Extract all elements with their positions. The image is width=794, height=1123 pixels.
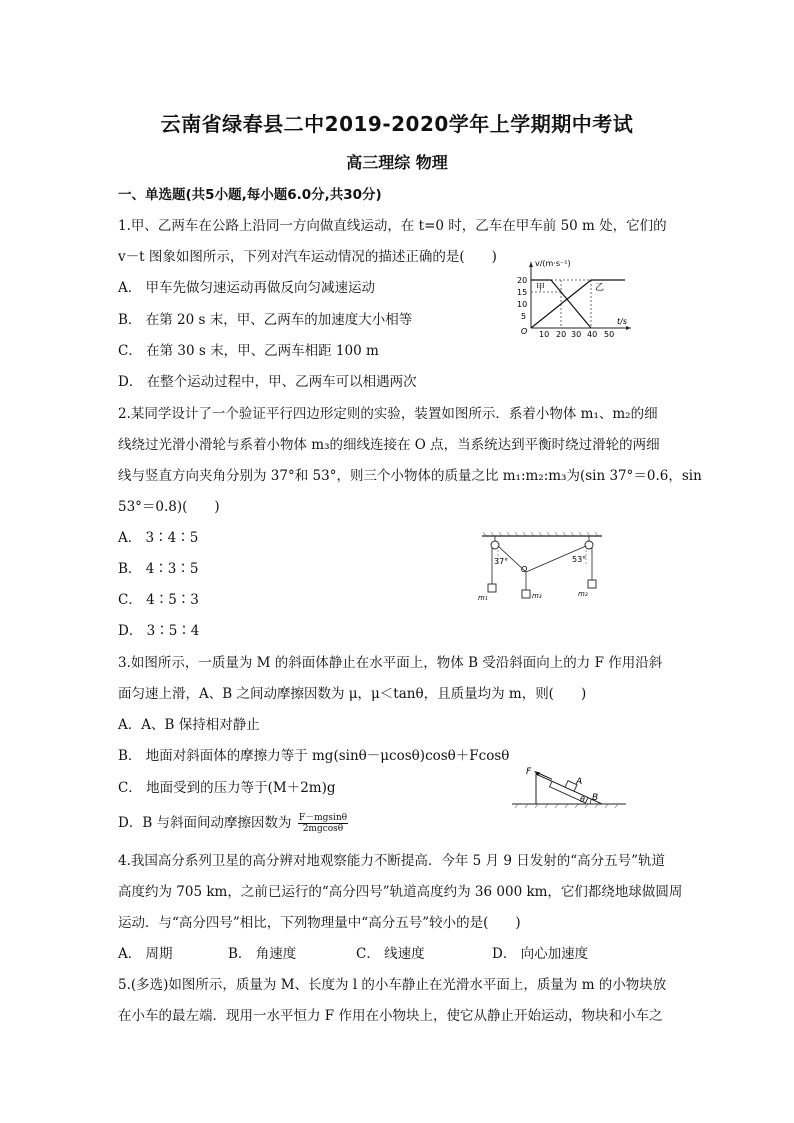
q1-ytick-15: 15 xyxy=(517,288,528,297)
q2-angle-37: 37° xyxy=(494,557,509,566)
q3-option-c: C． 地面受到的压力等于(M＋2m)g xyxy=(118,780,336,796)
q2-label-m3: m₃ xyxy=(532,592,542,600)
q1-xtick-20: 20 xyxy=(556,330,567,338)
q1-label-yi: 乙 xyxy=(595,283,605,293)
q1-stem-line2: v－t 图象如图所示，下列对汽车运动情况的描述正确的是( ) xyxy=(118,249,497,265)
q5-stem-line2: 在小车的最左端．现用一水平恒力 F 作用在小物块上，使它从静止开始运动，物块和小车之 xyxy=(118,1008,663,1024)
q4-option-a: A． 周期 xyxy=(118,946,173,962)
q1-xtick-10: 10 xyxy=(539,330,550,338)
q3-stem-line1: 3.如图所示，一质量为 M 的斜面体静止在水平面上，物体 B 受沿斜面向上的力 F 作用沿斜 xyxy=(118,655,663,671)
q2-stem-line4: 53°＝0.8)( ) xyxy=(118,499,220,515)
q3-label-a: A xyxy=(576,777,583,787)
q1-origin: O xyxy=(521,327,528,336)
q2-stem-line1: 2.某同学设计了一个验证平行四边形定则的实验，装置如图所示．系着小物体 m₁、m₂的细 xyxy=(118,406,658,422)
q1-option-c: C． 在第 30 s 末，甲、乙两车相距 100 m xyxy=(118,343,379,359)
q2-label-m1: m₁ xyxy=(478,594,488,602)
q3-stem-line2: 面匀速上滑，A、B 之间动摩擦因数为 μ，μ＜tanθ，且质量均为 m，则( ) xyxy=(118,686,587,702)
q1-xtick-30: 30 xyxy=(571,330,582,338)
q1-line-yi xyxy=(531,280,625,328)
q1-option-b: B． 在第 20 s 末，甲、乙两车的加速度大小相等 xyxy=(118,312,413,328)
q2-option-c: C． 4∶5∶3 xyxy=(118,592,199,608)
q2-stem-line2: 线绕过光滑小滑轮与系着小物体 m₃的细线连接在 O 点，当系统达到平衡时绕过滑轮的两细 xyxy=(118,437,660,453)
q1-option-d: D． 在整个运动过程中，甲、乙两车可以相遇两次 xyxy=(118,374,417,390)
q1-ylabel: v/(m·s⁻¹) xyxy=(535,259,571,268)
q5-stem-line1: 5.(多选)如图所示，质量为 M、长度为 l 的小车静止在光滑水平面上，质量为 m 的小物块放 xyxy=(118,977,667,993)
q3-option-d xyxy=(118,813,348,834)
q2-label-m2: m₂ xyxy=(578,590,588,598)
q1-ytick-10: 10 xyxy=(517,300,528,309)
q3-fraction-numerator: F－mgsinθ xyxy=(298,813,348,823)
q1-xtick-40: 40 xyxy=(587,330,598,338)
section-heading: 一、单选题(共5小题,每小题6.0分,共30分) xyxy=(118,187,382,203)
q1-ytick-5: 5 xyxy=(521,312,527,321)
q2-pulley-figure xyxy=(478,530,606,608)
q4-stem-line3: 运动．与“高分四号”相比，下列物理量中“高分五号”较小的是( ) xyxy=(118,915,521,931)
q2-option-a: A． 3∶4∶5 xyxy=(118,530,199,546)
q1-xlabel: t/s xyxy=(617,317,627,326)
q3-option-a: A．A、B 保持相对静止 xyxy=(118,717,260,733)
q2-angle-53: 53° xyxy=(572,555,587,564)
q2-mass-m3 xyxy=(522,590,530,598)
q4-option-c: C． 线速度 xyxy=(356,946,425,962)
q2-stem-line3: 线与竖直方向夹角分别为 37°和 53°，则三个小物体的质量之比 m₁:m₂:m₃为(sin 37°＝0.6，sin xyxy=(118,468,702,484)
q2-mass-m2 xyxy=(588,580,596,588)
q3-option-b: B． 地面对斜面体的摩擦力等于 mg(sinθ－μcosθ)cosθ＋Fcosθ xyxy=(118,748,510,764)
q3-option-d-fraction xyxy=(298,813,348,834)
q2-option-d: D． 3∶5∶4 xyxy=(118,623,200,639)
q1-stem-line1: 1.甲、乙两车在公路上沿同一方向做直线运动，在 t=0 时，乙车在甲车前 50 m 处，它们的 xyxy=(118,218,667,234)
q4-stem-line2: 高度约为 705 km，之前已运行的“高分四号”轨道高度约为 36 000 km，它们都绕地球做圆周 xyxy=(118,884,683,900)
q1-ytick-20: 20 xyxy=(517,276,528,285)
q1-xtick-50: 50 xyxy=(604,330,615,338)
q3-option-d-text: D．B 与斜面间动摩擦因数为 xyxy=(118,815,292,831)
q4-option-d: D． 向心加速度 xyxy=(492,946,589,962)
page-subtitle: 高三理综 物理 xyxy=(346,153,448,172)
q1-option-a: A． 甲车先做匀速运动再做反向匀减速运动 xyxy=(118,280,376,296)
q3-incline-figure xyxy=(512,762,628,810)
q3-label-b: B xyxy=(592,793,599,803)
page-title: 云南省绿春县二中2019-2020学年上学期期中考试 xyxy=(160,112,634,136)
q1-vt-graph xyxy=(505,256,635,338)
q1-label-jia: 甲 xyxy=(536,283,546,293)
q2-point-o: O xyxy=(521,565,528,574)
q3-fraction-denominator: 2mgcosθ xyxy=(302,824,344,834)
q2-option-b: B． 4∶3∶5 xyxy=(118,561,199,577)
q4-option-b: B． 角速度 xyxy=(228,946,297,962)
q3-label-f: F xyxy=(526,767,532,777)
q2-mass-m1 xyxy=(488,584,496,592)
q4-stem-line1: 4.我国高分系列卫星的高分辨对地观察能力不断提高．今年 5 月 9 日发射的“高分五号”轨道 xyxy=(118,853,666,869)
q3-label-theta: θ xyxy=(580,795,585,804)
